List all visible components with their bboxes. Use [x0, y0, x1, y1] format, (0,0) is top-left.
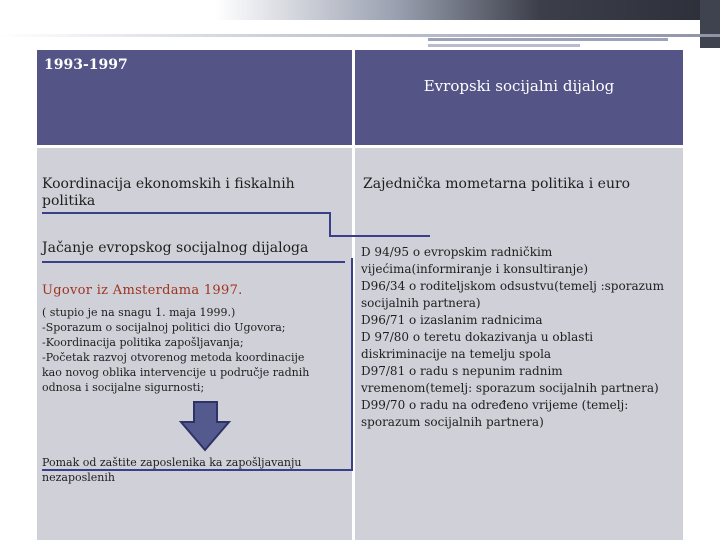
ugovor-line: ( stupio je na snagu 1. maja 1999.)	[42, 306, 236, 319]
ugovor-line: -Sporazum o socijalnoj politici dio Ugovora;	[42, 321, 286, 334]
directive-line: D 94/95 o evropskim radničkim	[361, 245, 553, 259]
directive-line: sporazum socijalnih partnera)	[361, 415, 544, 429]
connector-line-top	[42, 213, 430, 236]
koordinacija-text: Koordinacija ekonomskih i fiskalnih politika	[42, 176, 295, 209]
ugovor-line: -Koordinacija politika zapošljavanja;	[42, 336, 244, 349]
ugovor-title: Ugovor iz Amsterdama 1997.	[42, 283, 243, 298]
down-arrow-icon	[181, 402, 229, 450]
table-title: Evropski socijalni dijalog	[423, 77, 615, 95]
directive-line: D96/34 o roditeljskom odsustvu(temelj :sporazum	[361, 279, 665, 293]
ugovor-line: -Početak razvoj otvorenog metoda koordinacije	[42, 351, 305, 364]
ugovor-line: odnosa i socijalne sigurnosti;	[42, 381, 205, 394]
pomak-text: Pomak od zaštite zaposlenika ka zapošljavanju nezaposlenih	[42, 456, 302, 484]
directive-line: D97/81 o radu s nepunim radnim	[361, 364, 563, 378]
directive-line: diskriminacije na temelju spola	[361, 347, 552, 361]
directive-line: D96/71 o izaslanim radnicima	[361, 313, 543, 327]
directive-line: socijalnih partnera)	[361, 296, 481, 310]
directive-line: D99/70 o radu na određeno vrijeme (temelj:	[361, 398, 629, 412]
ugovor-line: kao novog oblika intervencije u područje radnih	[42, 366, 310, 379]
directive-line: vijećima(informiranje i konsultiranje)	[361, 262, 589, 276]
directive-line: D 97/80 o teretu dokazivanja u oblasti	[361, 330, 594, 344]
directive-line: vremenom(temelj: sporazum socijalnih partnera)	[361, 381, 659, 395]
jacanje-text: Jačanje evropskog socijalnog dijaloga	[42, 240, 309, 256]
zajednicka-text: Zajednička mometarna politika i euro	[363, 176, 631, 192]
period-heading: 1993-1997	[44, 57, 128, 73]
